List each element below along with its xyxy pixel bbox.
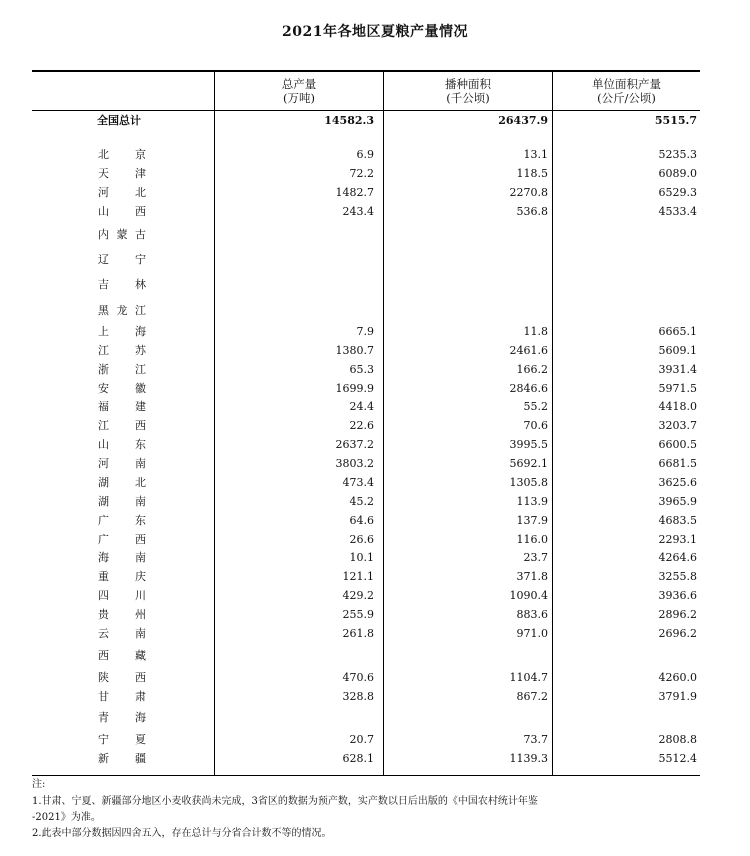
- region-name: [98, 476, 146, 490]
- note-2: 2.此表中部分数据因四舍五入，存在总计与分省合计数不等的情况。: [32, 828, 332, 839]
- region-char: 湖: [98, 476, 109, 489]
- yield-value: 4533.4: [658, 205, 697, 218]
- region-char: 西: [135, 419, 146, 432]
- production-value: 628.1: [342, 752, 374, 765]
- column-divider-3: [552, 71, 553, 775]
- region-name: [98, 533, 146, 547]
- region-char: 苏: [135, 344, 146, 357]
- area-value: 23.7: [523, 551, 548, 564]
- yield-value: 2896.2: [658, 608, 697, 621]
- header-area-title: 播种面积: [445, 77, 491, 91]
- header-production-unit: (万吨): [283, 91, 315, 105]
- region-char: 建: [135, 400, 146, 413]
- region-char: 江: [98, 419, 109, 432]
- region-char: 北: [135, 476, 146, 489]
- region-char: 甘: [98, 690, 109, 703]
- region-name: [98, 457, 146, 471]
- region-char: 湖: [98, 495, 109, 508]
- region-char: 江: [135, 304, 146, 317]
- area-value: 971.0: [516, 627, 548, 640]
- yield-value: 3936.6: [658, 589, 697, 602]
- production-value: 10.1: [349, 551, 374, 564]
- region-char: 西: [135, 533, 146, 546]
- yield-value: 5609.1: [658, 344, 697, 357]
- yield-value: 3791.9: [658, 690, 697, 703]
- area-value: 73.7: [523, 733, 548, 746]
- region-char: 西: [98, 649, 109, 662]
- area-value: 55.2: [523, 400, 548, 413]
- area-value: 13.1: [523, 148, 548, 161]
- total-area: 26437.9: [498, 114, 548, 127]
- region-name: [98, 690, 146, 704]
- yield-value: 4260.0: [658, 671, 697, 684]
- region-name: [98, 649, 146, 663]
- region-char: 四: [98, 589, 109, 602]
- region-name: [98, 400, 146, 414]
- region-char: 江: [98, 344, 109, 357]
- region-char: 川: [135, 589, 146, 602]
- region-char: 古: [135, 228, 146, 241]
- production-value: 22.6: [349, 419, 374, 432]
- region-name: [98, 167, 146, 181]
- total-yield: 5515.7: [654, 114, 697, 127]
- yield-value: 4418.0: [658, 400, 697, 413]
- region-name: [98, 589, 146, 603]
- region-char: 海: [135, 325, 146, 338]
- table-bottom-rule: [32, 775, 700, 776]
- header-production-title: 总产量: [281, 77, 317, 91]
- area-value: 883.6: [516, 608, 548, 621]
- yield-value: 6089.0: [658, 167, 697, 180]
- region-char: 疆: [135, 752, 146, 765]
- region-char: 宁: [135, 253, 146, 266]
- column-divider-1: [214, 71, 215, 775]
- production-value: 473.4: [342, 476, 374, 489]
- region-name: [98, 671, 146, 685]
- area-value: 116.0: [516, 533, 548, 546]
- region-name: [98, 344, 146, 358]
- region-char: 肃: [135, 690, 146, 703]
- production-value: 261.8: [342, 627, 374, 640]
- region-name: [98, 551, 146, 565]
- region-char: 津: [135, 167, 146, 180]
- yield-value: 5971.5: [658, 382, 697, 395]
- table-top-rule: [32, 70, 700, 72]
- yield-value: 6681.5: [658, 457, 697, 470]
- production-value: 1699.9: [335, 382, 374, 395]
- region-char: 天: [98, 167, 109, 180]
- note-1-continued: -2021》为准。: [32, 812, 101, 823]
- yield-value: 3931.4: [658, 363, 697, 376]
- header-area: [384, 77, 552, 105]
- area-value: 11.8: [523, 325, 548, 338]
- region-name: [98, 325, 146, 339]
- production-value: 429.2: [342, 589, 374, 602]
- total-production: 14582.3: [324, 114, 374, 127]
- note-1: 1.甘肃、宁夏、新疆部分地区小麦收获尚未完成，3省区的数据为预产数，实产数以日后出版的《中国农村统计年鉴: [32, 796, 538, 807]
- production-value: 470.6: [342, 671, 374, 684]
- region-char: 蒙: [116, 228, 128, 241]
- area-value: 113.9: [516, 495, 548, 508]
- yield-value: 4683.5: [658, 514, 697, 527]
- production-value: 3803.2: [335, 457, 374, 470]
- yield-value: 2696.2: [658, 627, 697, 640]
- region-char: 河: [98, 457, 109, 470]
- yield-value: 4264.6: [658, 551, 697, 564]
- header-area-unit: (千公顷): [446, 91, 490, 105]
- header-yield-title: 单位面积产量: [592, 77, 661, 91]
- region-char: 东: [135, 438, 146, 451]
- region-char: 黑: [98, 304, 109, 317]
- area-value: 118.5: [516, 167, 548, 180]
- region-char: 云: [98, 627, 109, 640]
- region-char: 西: [135, 205, 146, 218]
- yield-value: 5235.3: [658, 148, 697, 161]
- region-char: 西: [135, 671, 146, 684]
- region-name: [98, 186, 146, 200]
- region-name: [98, 205, 146, 219]
- region-name: [98, 382, 146, 396]
- region-char: 福: [98, 400, 109, 413]
- area-value: 5692.1: [509, 457, 548, 470]
- header-bottom-rule: [32, 110, 700, 111]
- area-value: 3995.5: [509, 438, 548, 451]
- header-yield-unit: (公斤/公顷): [597, 91, 656, 105]
- region-char: 州: [135, 608, 146, 621]
- region-name: [98, 253, 146, 267]
- region-char: 南: [135, 627, 146, 640]
- region-char: 夏: [135, 733, 146, 746]
- production-value: 255.9: [342, 608, 374, 621]
- region-name: [98, 438, 146, 452]
- production-value: 20.7: [349, 733, 374, 746]
- region-char: 上: [98, 325, 109, 338]
- production-value: 64.6: [349, 514, 374, 527]
- region-char: 安: [98, 382, 109, 395]
- region-name: [98, 363, 146, 377]
- region-char: 江: [135, 363, 146, 376]
- region-char: 藏: [135, 649, 146, 662]
- production-value: 65.3: [349, 363, 374, 376]
- region-name: [98, 148, 146, 162]
- region-char: 陕: [98, 671, 109, 684]
- region-char: 河: [98, 186, 109, 199]
- region-char: 东: [135, 514, 146, 527]
- region-char: 内: [98, 228, 109, 241]
- region-char: 广: [98, 514, 109, 527]
- region-char: 山: [98, 438, 109, 451]
- region-char: 南: [135, 495, 146, 508]
- production-value: 1482.7: [335, 186, 374, 199]
- page-title: 2021年各地区夏粮产量情况: [282, 24, 468, 40]
- region-name: [98, 304, 146, 318]
- production-value: 328.8: [342, 690, 374, 703]
- area-value: 371.8: [516, 570, 548, 583]
- production-value: 243.4: [342, 205, 374, 218]
- production-value: 45.2: [349, 495, 374, 508]
- total-label: 全国总计: [97, 114, 141, 127]
- region-char: 新: [98, 752, 109, 765]
- region-name: [98, 608, 146, 622]
- header-yield: [553, 77, 700, 105]
- area-value: 1305.8: [509, 476, 548, 489]
- yield-value: 3203.7: [658, 419, 697, 432]
- area-value: 2461.6: [509, 344, 548, 357]
- region-char: 贵: [98, 608, 109, 621]
- region-char: 宁: [98, 733, 109, 746]
- region-char: 京: [135, 148, 146, 161]
- production-value: 26.6: [349, 533, 374, 546]
- yield-value: 2808.8: [658, 733, 697, 746]
- region-name: [98, 228, 146, 242]
- region-name: [98, 711, 146, 725]
- region-char: 青: [98, 711, 109, 724]
- area-value: 1090.4: [509, 589, 548, 602]
- region-char: 广: [98, 533, 109, 546]
- region-name: [98, 570, 146, 584]
- region-char: 徽: [135, 382, 146, 395]
- region-name: [98, 278, 146, 292]
- area-value: 2270.8: [509, 186, 548, 199]
- region-char: 辽: [98, 253, 109, 266]
- yield-value: 3965.9: [658, 495, 697, 508]
- production-value: 7.9: [356, 325, 374, 338]
- region-name: [98, 752, 146, 766]
- region-char: 吉: [98, 278, 109, 291]
- production-value: 72.2: [349, 167, 374, 180]
- area-value: 1139.3: [509, 752, 548, 765]
- production-value: 1380.7: [335, 344, 374, 357]
- header-production: [215, 77, 383, 105]
- region-char: 龙: [116, 304, 128, 317]
- region-char: 南: [135, 457, 146, 470]
- production-value: 24.4: [349, 400, 374, 413]
- region-char: 海: [98, 551, 109, 564]
- area-value: 137.9: [516, 514, 548, 527]
- yield-value: 2293.1: [658, 533, 697, 546]
- region-char: 庆: [135, 570, 146, 583]
- region-char: 北: [98, 148, 109, 161]
- yield-value: 6665.1: [658, 325, 697, 338]
- yield-value: 6529.3: [658, 186, 697, 199]
- yield-value: 6600.5: [658, 438, 697, 451]
- area-value: 2846.6: [509, 382, 548, 395]
- region-char: 浙: [98, 363, 109, 376]
- area-value: 166.2: [516, 363, 548, 376]
- area-value: 536.8: [516, 205, 548, 218]
- production-value: 2637.2: [335, 438, 374, 451]
- region-name: [98, 514, 146, 528]
- region-name: [98, 733, 146, 747]
- production-value: 121.1: [342, 570, 374, 583]
- region-name: [98, 495, 146, 509]
- region-char: 南: [135, 551, 146, 564]
- region-char: 山: [98, 205, 109, 218]
- region-name: [98, 627, 146, 641]
- yield-value: 3625.6: [658, 476, 697, 489]
- yield-value: 3255.8: [658, 570, 697, 583]
- region-char: 重: [98, 570, 109, 583]
- area-value: 70.6: [523, 419, 548, 432]
- notes-label: 注:: [32, 779, 46, 790]
- region-char: 林: [135, 278, 146, 291]
- region-char: 北: [135, 186, 146, 199]
- area-value: 867.2: [516, 690, 548, 703]
- production-value: 6.9: [356, 148, 374, 161]
- column-divider-2: [383, 71, 384, 775]
- region-name: [98, 419, 146, 433]
- yield-value: 5512.4: [658, 752, 697, 765]
- area-value: 1104.7: [509, 671, 548, 684]
- region-char: 海: [135, 711, 146, 724]
